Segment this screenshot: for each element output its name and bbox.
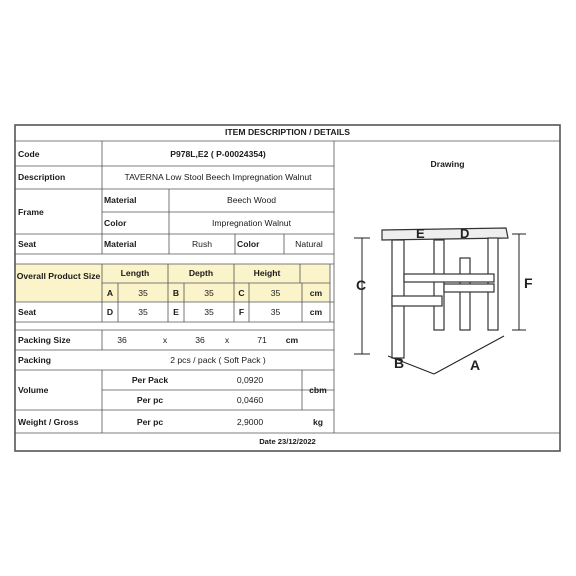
label-d: D [460, 226, 470, 241]
dim-d-label: D [106, 307, 114, 317]
seat-label: Seat [18, 239, 37, 249]
volume-per-pc-value: 0,0460 [236, 395, 264, 405]
description-label: Description [18, 172, 66, 182]
dim-a-value: 35 [138, 288, 148, 298]
volume-unit: cbm [309, 385, 327, 395]
packing-value: 2 pcs / pack ( Soft Pack ) [170, 355, 266, 365]
volume-per-pc-label: Per pc [136, 395, 164, 405]
packing-size-x2: x [224, 335, 230, 345]
packing-size-label: Packing Size [18, 335, 71, 345]
packing-size-x1: x [162, 335, 168, 345]
packing-size-length: 36 [117, 335, 127, 345]
dim-c-value: 35 [270, 288, 281, 298]
dim-b-value: 35 [204, 288, 214, 298]
depth-header: Depth [188, 268, 214, 278]
date-stamp: Date 23/12/2022 [259, 437, 316, 446]
seat-color-label: Color [237, 239, 260, 249]
packing-size-height: 71 [257, 335, 267, 345]
seat-size-unit: cm [309, 307, 323, 317]
frame-label: Frame [18, 207, 44, 217]
label-e: E [416, 226, 425, 241]
label-b: B [394, 355, 405, 371]
overall-size-label: Overall Product Size [16, 271, 101, 281]
dim-f-value: 35 [270, 307, 281, 317]
volume-label: Volume [18, 385, 49, 395]
drawing-title: Drawing [430, 159, 465, 169]
dim-b-label: B [172, 288, 180, 298]
dim-e-label: E [173, 307, 179, 317]
volume-per-pack-label: Per Pack [131, 375, 169, 385]
height-header: Height [253, 268, 281, 278]
frame-color-label: Color [104, 218, 127, 228]
stool-illustration [382, 228, 508, 358]
code-value: P978L,E2 ( P-00024354) [170, 149, 266, 159]
volume-per-pack-value: 0,0920 [236, 375, 264, 385]
frame-color-value: Impregnation Walnut [212, 218, 291, 228]
page-title: ITEM DESCRIPTION / DETAILS [225, 127, 350, 137]
packing-label: Packing [18, 355, 51, 365]
frame-material-label: Material [104, 195, 137, 205]
seat-material-value: Rush [191, 239, 213, 249]
weight-unit: kg [312, 417, 324, 427]
weight-label: Weight / Gross [18, 417, 79, 427]
label-c: C [356, 277, 367, 293]
description-value: TAVERNA Low Stool Beech Impregnation Walnut [124, 172, 312, 182]
seat-color-value: Natural [295, 239, 323, 249]
code-label: Code [18, 149, 40, 159]
overall-unit: cm [309, 288, 323, 298]
label-f: F [524, 275, 533, 291]
dim-c-label: C [238, 288, 245, 298]
dim-e-value: 35 [204, 307, 214, 317]
dim-d-value: 35 [138, 307, 148, 317]
seat-material-label: Material [104, 239, 137, 249]
stool-drawing [336, 218, 561, 388]
packing-size-unit: cm [285, 335, 299, 345]
length-header: Length [120, 268, 150, 278]
weight-per-pc-label: Per pc [136, 417, 164, 427]
packing-size-depth: 36 [195, 335, 205, 345]
seat-size-label: Seat [18, 307, 37, 317]
dim-f-label: F [238, 307, 245, 317]
weight-value: 2,9000 [236, 417, 264, 427]
label-a: A [470, 357, 481, 373]
dim-a-label: A [106, 288, 114, 298]
frame-material-value: Beech Wood [226, 195, 277, 205]
